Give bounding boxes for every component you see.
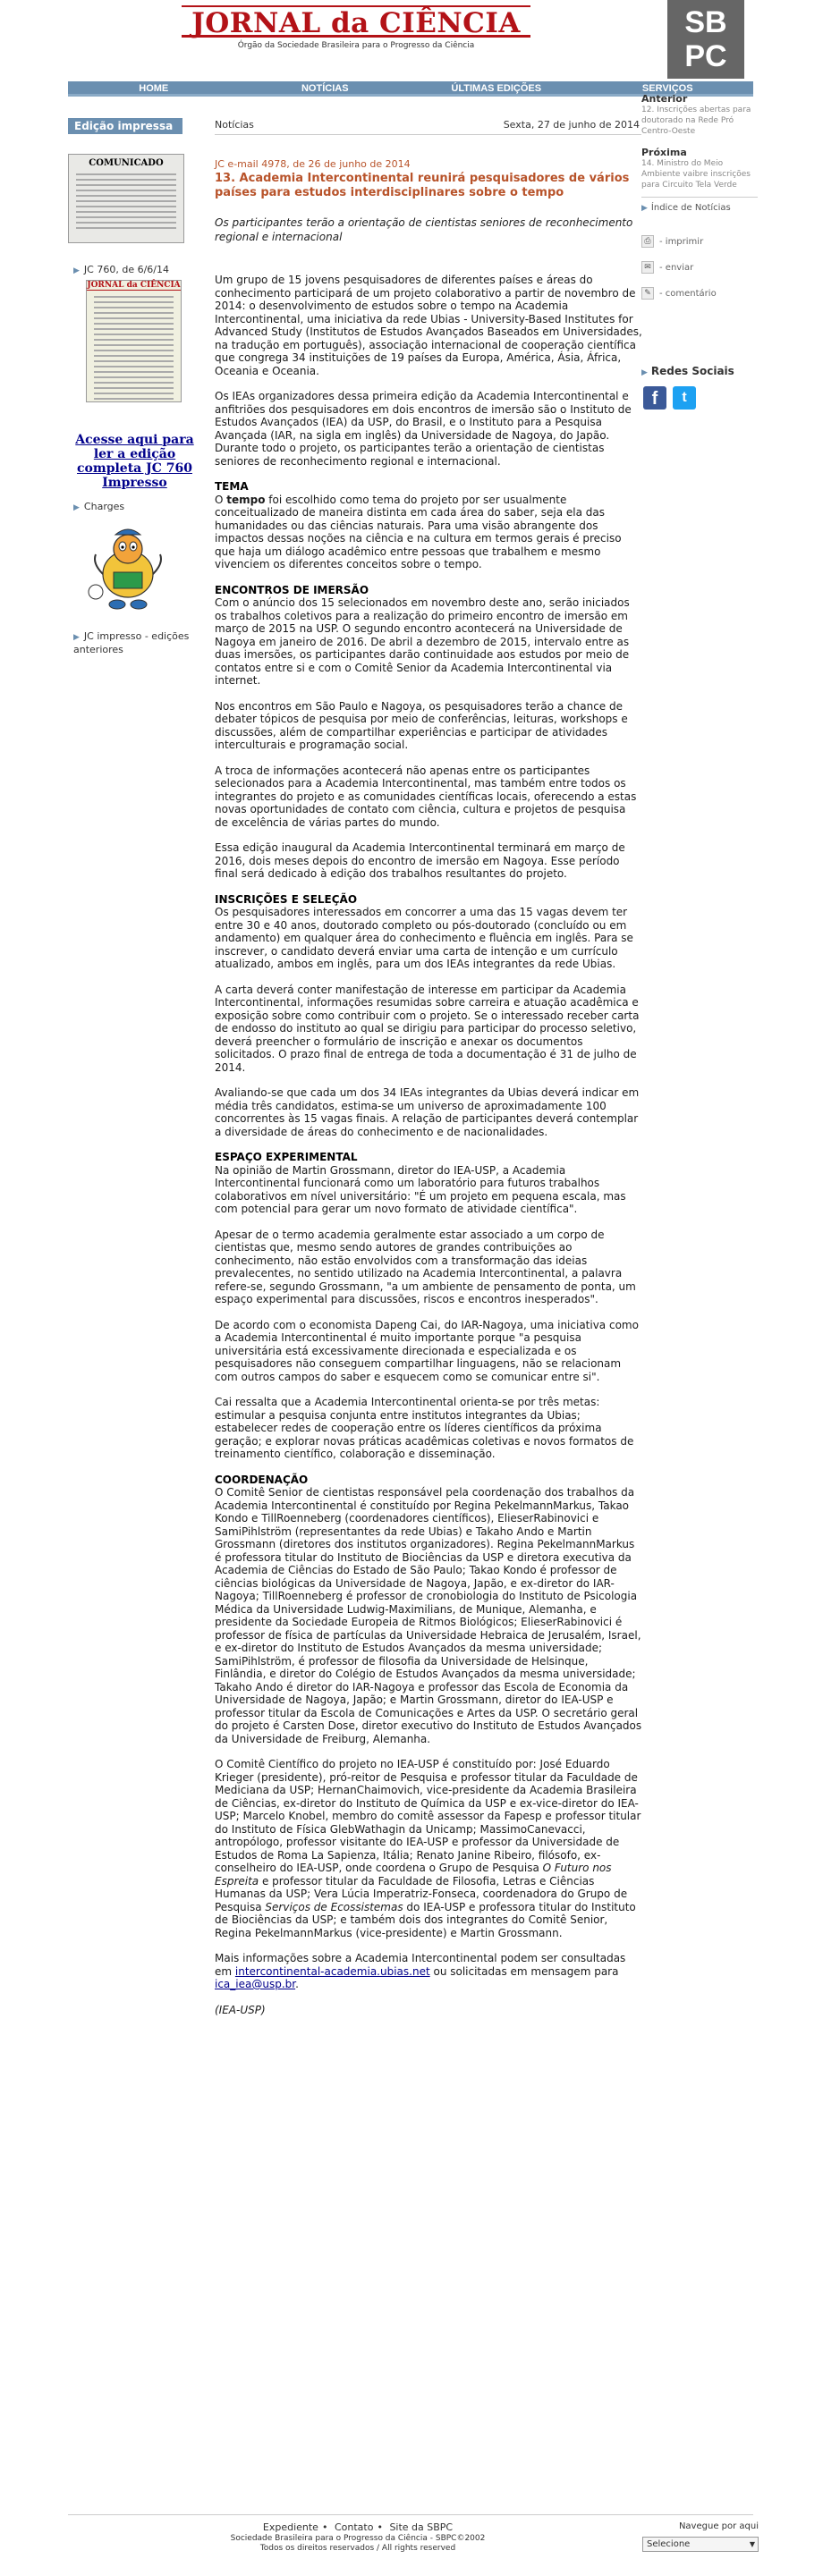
text-span: ou solicitadas em mensagem para — [429, 1964, 619, 1978]
cartoon-illustration — [83, 519, 173, 617]
charges-link-label: Charges — [83, 501, 125, 512]
acesse-jc-760-link[interactable]: Acesse aqui para ler a edição completa JC 760 Impresso — [75, 433, 194, 490]
footer-copyright — [179, 2534, 537, 2554]
section-heading: ESPAÇO EXPERIMENTAL — [215, 1151, 358, 1163]
italic-term: O Futuro nos Espreita — [215, 1862, 612, 1888]
proxima-link[interactable]: 14. Ministro do Meio Ambiente vaibre inscrições para Circuito Tela Verde — [641, 159, 751, 190]
footer-separator: • — [377, 2521, 383, 2533]
comentario-link[interactable] — [641, 287, 758, 300]
article-paragraph: A carta deverá conter manifestação de interesse em participar da Academia Intercontinental, informações resumidas sobre carreira e atuação acadêmica e exposição sobre como contribuir com o projeto. Se o interessado receber carta de endosso do instituto ao qual se dirigiu para participar do processo seletivo, deverá preencher o formulário de inscrição e anexar os documentos solicitados. O prazo final de entrega de toda a documentação é 31 de julho de 2014. — [215, 983, 640, 1074]
email-link[interactable]: ica_iea@usp.br — [215, 1978, 296, 1990]
jc-cover-title: JORNAL da CIÊNCIA — [87, 281, 181, 290]
navegue-label: Navegue por aqui — [678, 2521, 759, 2531]
article-paragraph: Um grupo de 15 jovens pesquisadores de diferentes países e áreas do conhecimento participará de um projeto colaborativo a partir de novembro de 2014: o desenvolvimento de estudos sobre o tempo na Academia Intercontinental, uma iniciativa da rede Ubias - University-Based Institutes for Advanced Study (Institutos de Estudos Avançados Baseados em Universidades, na tradução em português), associação internacional de cooperação científica que congrega 34 instituições de 19 países da Europa, América, Ásia, África, Oceania e Oceania. — [215, 274, 642, 377]
section-encontros — [215, 584, 642, 688]
divider — [641, 197, 758, 198]
article-paragraph: Avaliando-se que cada um dos 34 IEAs integrantes da Ubias deverá indicar em média três candidatos, estima-se um universo de aproximadamente 100 concorrentes às 15 vagas finais. A relação de participantes deverá contemplar a diversidade de áreas do conhecimento e de nacionalidades. — [215, 1086, 640, 1138]
comunicado-title: COMUNICADO — [89, 158, 164, 168]
comunicado-image[interactable] — [68, 154, 184, 243]
edition-kicker: JC e-mail 4978, de 26 de junho de 2014 — [215, 158, 411, 170]
facebook-icon[interactable]: f — [643, 386, 666, 410]
footer-copyright-line1: Sociedade Brasileira para o Progresso da Ciência - SBPC©2002 — [230, 2534, 486, 2543]
article-paragraph — [215, 1952, 642, 1991]
jc-cover-text-lines — [94, 296, 174, 400]
article-paragraph: Na opinião de Martin Grossmann, diretor do IEA-USP, a Academia Intercontinental funcionará como um laboratório para futuros trabalhos colaborativos em nível universitário: "É um projeto em pequena escala, mas com potencial para gerar um novo formato de atividade científica". — [215, 1163, 626, 1215]
footer-links — [179, 2521, 537, 2533]
navegue-select[interactable] — [642, 2537, 759, 2552]
article-paragraph: Nos encontros em São Paulo e Nagoya, os pesquisadores terão a chance de debater tópicos de pesquisa por meio de conferências, leituras, workshops e discussões, além de compartilhar experiências e participar de atividades interculturais e programação social. — [215, 699, 628, 751]
article-paragraph: Os pesquisadores interessados em concorrer a uma das 15 vagas devem ter entre 30 e 40 anos, doutorado completo ou pós-doutorado (concluído ou em andamento) em qualquer área do conhecimento e fluência em inglês. Para se inscrever, o candidato deverá enviar uma carta de intenção e um currículo atualizado, ambos em inglês, para um dos IEAs integrantes da rede Ubias. — [215, 906, 633, 970]
footer-site-sbpc-link[interactable]: Site da SBPC — [389, 2521, 454, 2533]
text-span: e professor titular da Faculdade de Filosofia, Letras e Ciências Humanas da USP; Vera Lúcia Imperatriz-Fonseca, coordenadora do Grupo de Pesquisa — [215, 1874, 628, 1913]
redes-sociais-label: Redes Sociais — [650, 365, 734, 377]
chevron-down-icon: ▼ — [749, 2540, 755, 2548]
bullet-icon: ▶ — [641, 368, 648, 377]
article-paragraph: Essa edição inaugural da Academia Intercontinental terminará em março de 2016, dois meses depois do encontro de imersão em Nagoya. Esse período final será dedicado à edição dos trabalhos resultantes do projeto. — [215, 841, 625, 880]
jc-impresso-anteriores-label: JC impresso - edições anteriores — [73, 630, 190, 655]
section-heading: ENCONTROS DE IMERSÃO — [215, 583, 369, 596]
redes-sociais-heading — [641, 365, 734, 377]
logo[interactable] — [182, 5, 530, 52]
text-span: . — [295, 1978, 299, 1990]
twitter-icon[interactable]: t — [673, 386, 696, 410]
footer-contato-link[interactable]: Contato — [334, 2521, 374, 2533]
imprimir-label: - imprimir — [659, 236, 704, 247]
bullet-icon: ▶ — [73, 633, 80, 642]
text-span: O — [215, 493, 227, 506]
navegue-select-value: Selecione — [647, 2539, 691, 2549]
article-paragraph: De acordo com o economista Dapeng Cai, do IAR-Nagoya, uma iniciativa como a Academia Intercontinental é muito importante porque "a pesquisa universitária está excessivamente direcionada e especializada e os pesquisadores não conseguem compartilhar linguagens, não se relacionam com outros campos do saber e esquecem como se comunicar entre si". — [215, 1318, 639, 1383]
bold-term: tempo — [226, 493, 266, 506]
italic-term: Serviços de Ecossistemas — [265, 1900, 403, 1913]
text-span: do IEA-USP e professora titular do Instituto de Biociências da USP; e também dois dos integrantes do Comitê Senior, Regina PekelmannMarkus (vice-presidente) e Martin Grossmann. — [215, 1900, 636, 1939]
section-inscricoes — [215, 893, 642, 971]
footer-copyright-line2: Todos os direitos reservados / All rights reserved — [259, 2544, 456, 2553]
article-paragraph: Com o anúncio dos 15 selecionados em novembro deste ano, serão iniciados os trabalhos coletivos para a realização do primeiro encontro de imersão em março de 2015 na USP. O segundo encontro acontecerá na Universidade de Nagoya em janeiro de 2016. De abril a dezembro de 2015, intervalo entre as duas imersões, os participantes darão continuidade aos estudos por meio de contatos entre si e com o Comitê Senior da Academia Intercontinental via internet. — [215, 596, 630, 687]
bullet-icon: ▶ — [73, 503, 80, 512]
divider — [215, 134, 641, 135]
jc-760-link-label: JC 760, de 6/6/14 — [83, 264, 169, 275]
nav-noticias[interactable]: NOTÍCIAS — [301, 83, 349, 94]
text-span: foi escolhido como tema do projeto por ser usualmente conceitualizado de maneira distinta em cada área do saber, seja ela das humanidades ou das ciências naturais. Para uma visão abrangente dos impactos dessas noções na ciência e na cultura em termos gerais é preciso que haja um diálogo acadêmico entre pessoas que trabalhem e mesmo vivenciem os diferentes conceitos sobre o tempo. — [215, 493, 622, 570]
sbpc-logo-line2: PC — [684, 39, 727, 73]
article-body — [215, 274, 642, 2029]
section-tema — [215, 480, 642, 571]
jc-760-cover-image[interactable] — [86, 280, 182, 402]
sbpc-logo[interactable] — [667, 0, 744, 79]
page-date: Sexta, 27 de junho de 2014 — [503, 119, 640, 131]
section-heading: INSCRIÇÕES E SELEÇÃO — [215, 892, 358, 906]
charges-link[interactable] — [73, 501, 124, 512]
section-espaco — [215, 1151, 642, 1216]
article-paragraph: A troca de informações acontecerá não apenas entre os participantes selecionados para a Academia Intercontinental, mas também entre todos os integrantes do projeto e as comunidades científicas locais, oferecendo a estas novas oportunidades de contato com ciência, cultura e projetos de pesquisa de excelência de várias partes do mundo. — [215, 764, 637, 829]
jc-impresso-anteriores-link[interactable] — [73, 630, 208, 656]
indice-noticias-label: Índice de Notícias — [650, 203, 731, 213]
charge-cartoon-image[interactable] — [83, 519, 173, 617]
section-heading: TEMA — [215, 480, 249, 493]
article-paragraph: Cai ressalta que a Academia Intercontinental orienta-se por três metas: estimular a pesquisa conjunta entre institutos integrantes da Ubias; estabelecer redes de cooperação entre os líderes científicos da próxima geração; e explorar novas práticas acadêmicas coletivas e novos formatos de treinamento científico, colaboração e disseminação. — [215, 1396, 634, 1460]
comentario-label: - comentário — [659, 288, 717, 299]
article-paragraph: Apesar de o termo academia geralmente estar associado a um corpo de cientistas que, mesmo sendo autores de grandes contribuições ao conhecimento, não estão envolvidos com a transformação das ideias prevalecentes, no sentido utilizado na Academia Intercontinental, a palavra refere-se, segundo Grossmann, "a um ambiente de pensamento de ponta, um espaço experimental para discussões, riscos e encontros inesperados". — [215, 1228, 636, 1305]
section-coordenacao — [215, 1474, 642, 1746]
jc-760-link[interactable] — [73, 264, 169, 275]
enviar-label: - enviar — [659, 262, 694, 273]
article-paragraph: Os IEAs organizadores dessa primeira edição da Academia Intercontinental e anfitriões dos pesquisadores em dois encontros de imersão são o Instituto de Estudos Avançados (IEA) da USP, do Brasil, e o Instituto para a Pesquisa Avançada (IAR, na sigla em inglês) da Universidade de Nagoya, do Japão. Durante todo o projeto, os participantes terão a orientação de cientistas seniores de reconhecimento regional e internacional. — [215, 390, 632, 468]
footer-expediente-link[interactable]: Expediente — [262, 2521, 318, 2533]
indice-noticias-link[interactable] — [641, 203, 758, 213]
imprimir-link[interactable] — [641, 235, 758, 248]
text-span: O Comitê Científico do projeto no IEA-USP é constituído por: José Eduardo Krieger (presidente), pró-reitor de Pesquisa e professor titular da Faculdade de Mediciana da USP; HernanChaimovich, vice-presidente da Academia Brasileira de Ciências, ex-diretor do Instituto de Química da USP e ex-vice-diretor do IEA-USP; Marcelo Knobel, membro do comitê assessor da Fapesp e professor titular do Instituto de Física GlebWathagin da Unicamp; MassimoCanevacci, antropólogo, professor visitante do IEA-USP e professor da Universidade de Estudos de Roma La Sapienza, Itália; Renato Janine Ribeiro, filósofo, ex-conselheiro do IEA-USP, onde coordena o Grupo de Pesquisa — [215, 1758, 641, 1874]
sbpc-logo-line1: SB — [684, 5, 727, 39]
text-span: Mais informações sobre a Academia Intercontinental podem ser consultadas em — [215, 1952, 626, 1978]
article-paragraph — [215, 1758, 642, 1939]
anterior-link[interactable]: 12. Inscrições abertas para doutorado na Rede Pró Centro-Oeste — [641, 106, 751, 136]
article-headline: 13. Academia Intercontinental reunirá pesquisadores de vários países para estudos interdisciplinares sobre o tempo — [215, 172, 630, 199]
nav-servicos[interactable]: SERVIÇOS — [641, 83, 693, 94]
logo-subtitle: Órgão da Sociedade Brasileira para o Progresso da Ciência — [237, 41, 475, 50]
proxima-heading: Próxima — [641, 147, 687, 158]
article-paragraph — [215, 494, 642, 571]
enviar-link[interactable] — [641, 261, 758, 274]
section-heading: COORDENAÇÃO — [215, 1473, 309, 1486]
ubias-site-link[interactable]: intercontinental-academia.ubias.net — [234, 1964, 430, 1978]
edicao-impressa-heading: Edição impressa — [68, 118, 182, 134]
footer-separator: • — [321, 2521, 328, 2533]
nav-home[interactable]: HOME — [139, 83, 169, 94]
bullet-icon: ▶ — [641, 204, 648, 213]
article-paragraph: O Comitê Senior de cientistas responsável pela coordenação dos trabalhos da Academia Intercontinental é constituído por Regina PekelmannMarkus, Takao Kondo e TillRoenneberg (coordenadores científicos), ElieserRabinovici e SamiPihlström (representantes da rede Ubias) e Takaho Ando e Martin Grossmann (diretores dos institutos organizadores). Regina PekelmannMarkus é professora titular do Instituto de Biociências da USP e diretora executiva da Academia de Ciências do Estado de São Paulo; Takao Kondo é professor de ciências biológicas da Universidade de Nagoya, Japão, e ex-diretor do IAR-Nagoya; TillRoenneberg é professor de cronobiologia do Instituto de Psicologia Médica da Universidade Ludwig-Maximilians, de Munique, Alemanha, e presidente da Sociedade Europeia de Ritmos Biológicos; ElieserRabinovici é professor de física de partículas da Universidade Hebraica de Jerusalém, Israel, e ex-diretor do Instituto de Estudos Avançados da mesma universidade; SamiPihlström, é professor de filosofia da Universidade de Helsinque, Finlândia, e diretor do Colégio de Estudos Avançados da mesma universidade; Takaho Ando é diretor do IAR-Nagoya e professor das Escola de Economia da Universidade de Nagoya, Japão; e Martin Grossmann, diretor do IEA-USP e professor titular da Escola de Comunicações e Artes da USP. O secretário geral do projeto é Carsten Dose, diretor executivo do Instituto de Estudos Avançados da Universidade de Freiburg, Alemanha. — [215, 1486, 642, 1745]
mail-icon: ✉ — [641, 261, 654, 274]
divider — [68, 2514, 753, 2515]
comment-icon: ✎ — [641, 287, 654, 300]
article-lead: Os participantes terão a orientação de cientistas seniores de reconhecimento regional e internacional — [215, 216, 633, 243]
nav-ultimas-edicoes[interactable]: ÚLTIMAS EDIÇÕES — [451, 83, 542, 94]
print-icon: ⎙ — [641, 235, 654, 248]
breadcrumb[interactable]: Notícias — [215, 119, 254, 131]
bullet-icon: ▶ — [73, 266, 80, 275]
logo-title: JORNAL da CIÊNCIA — [182, 5, 530, 38]
article-source: (IEA-USP) — [215, 2003, 266, 2016]
anterior-heading: Anterior — [641, 93, 688, 105]
comunicado-text-lines — [76, 173, 176, 229]
